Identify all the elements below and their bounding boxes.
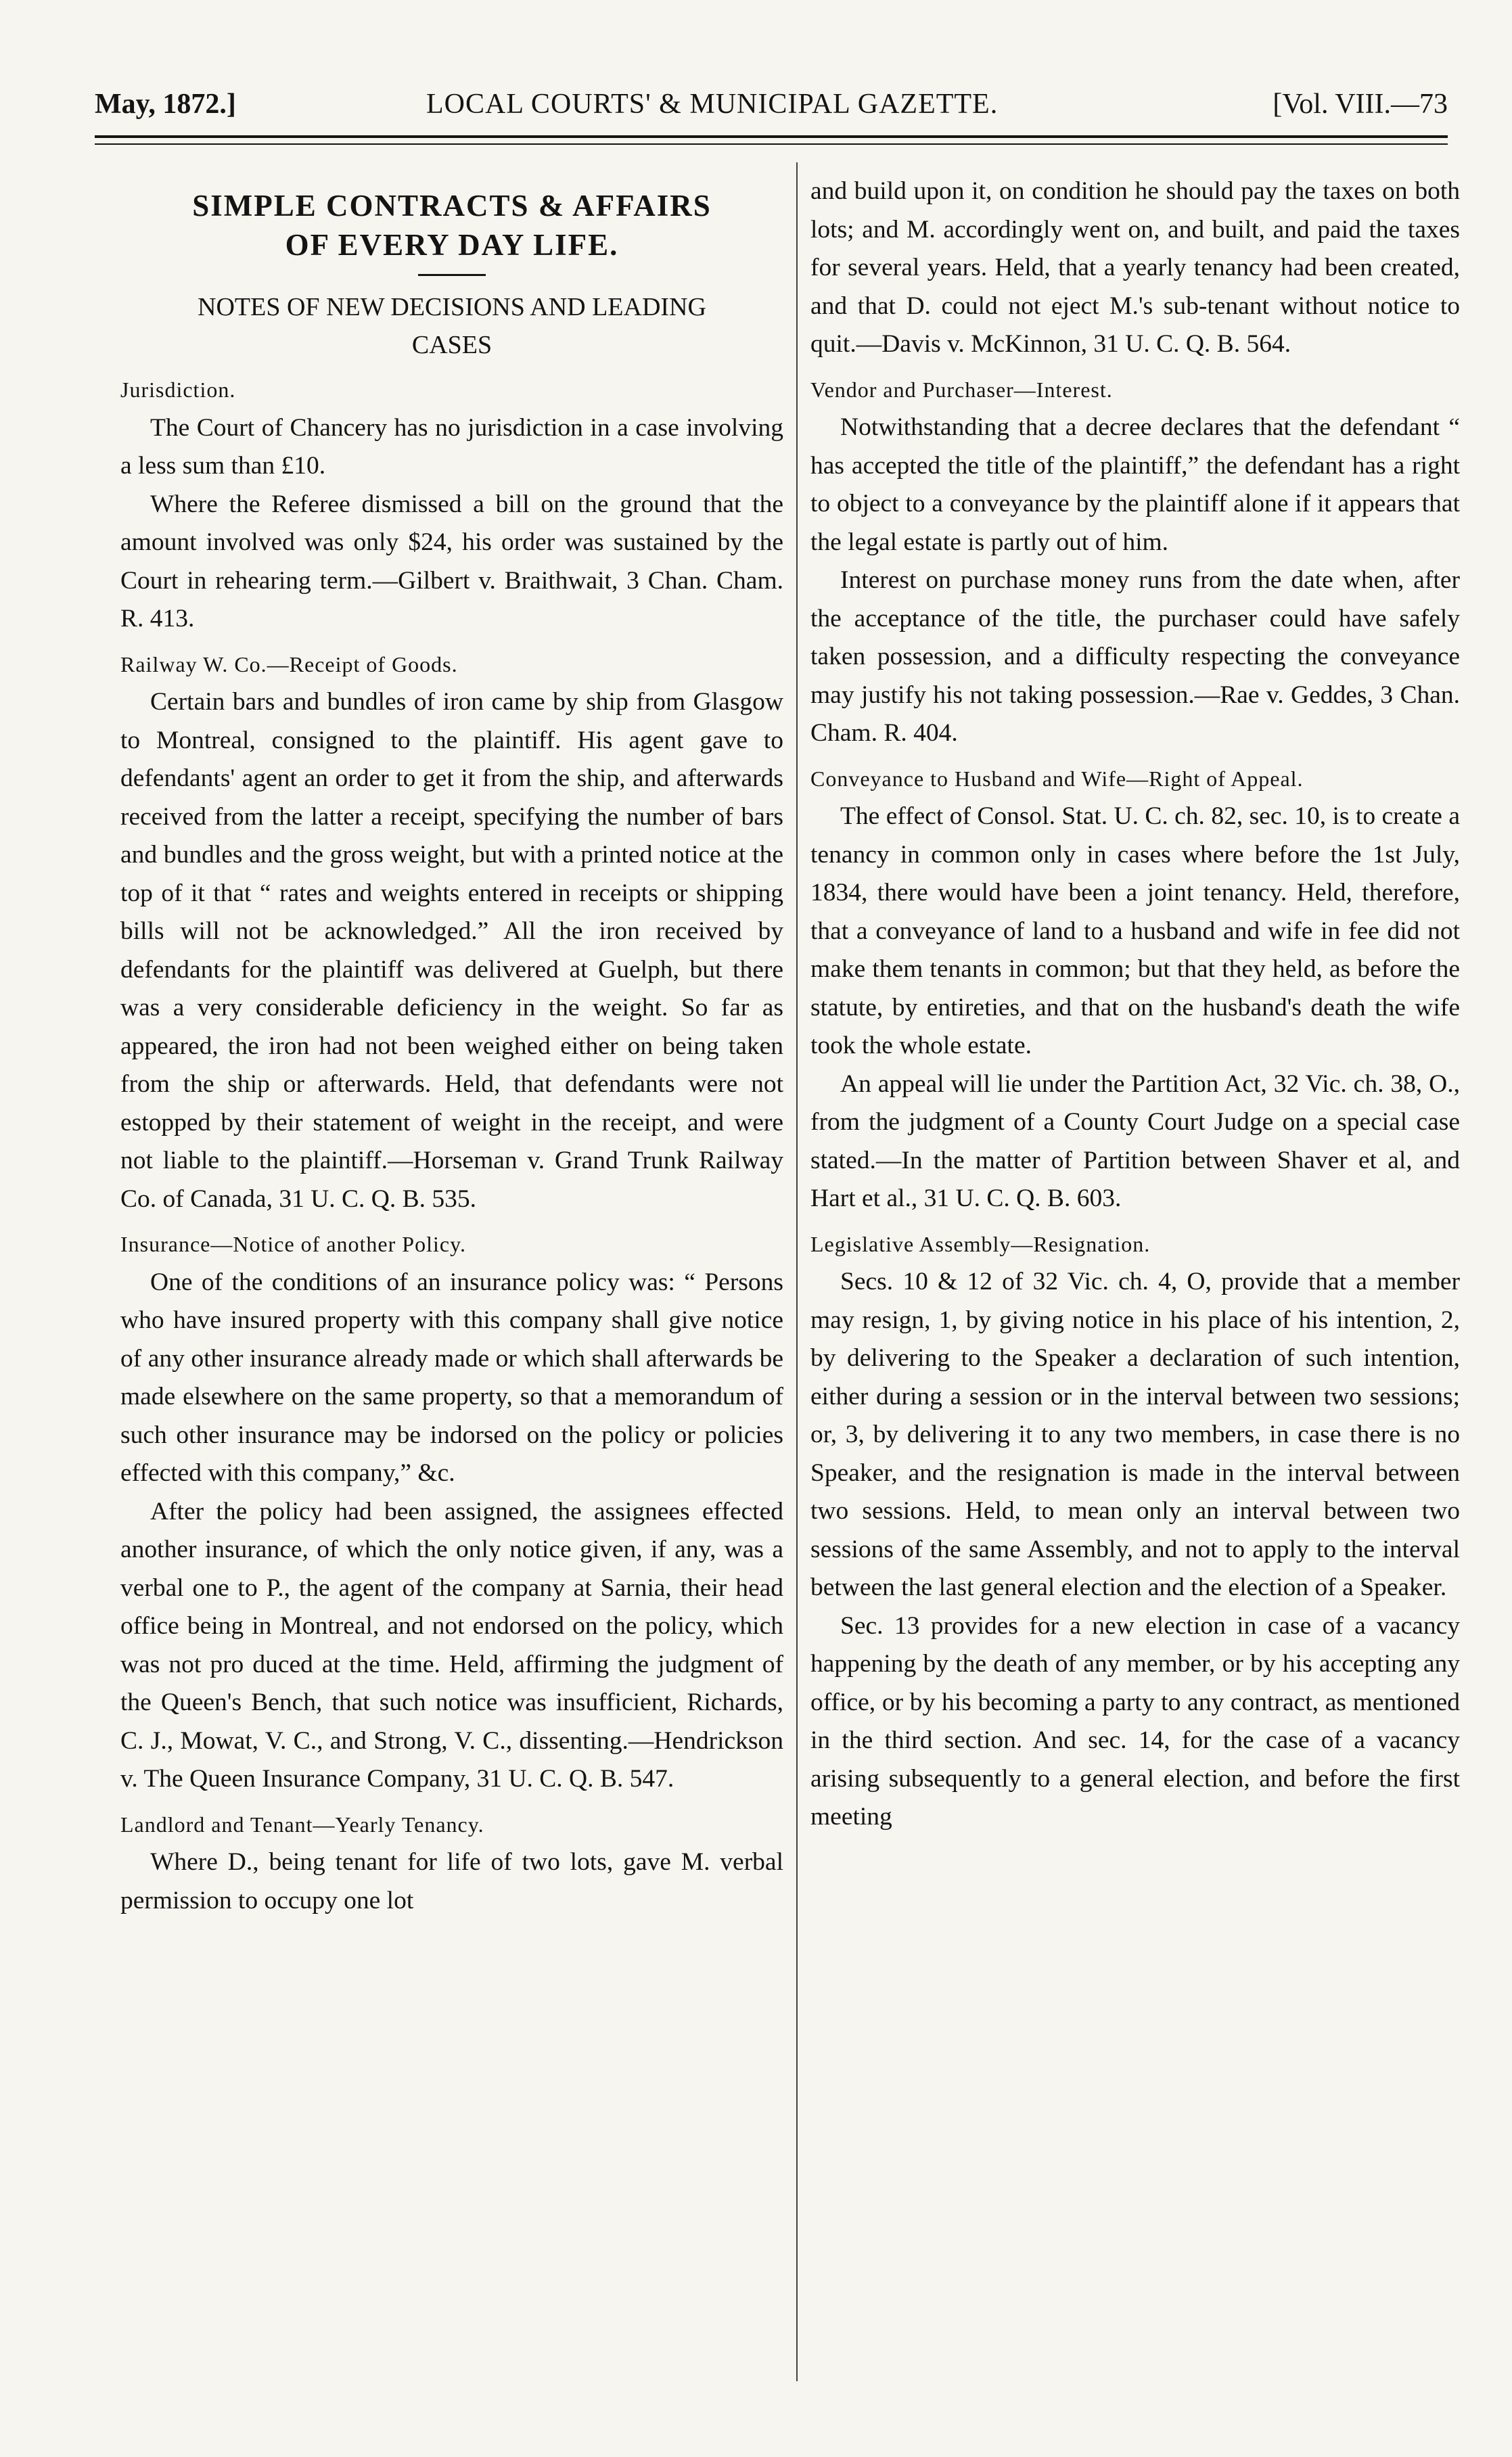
paragraph-landlord-continued: and build upon it, on condition he should pay the taxes on both lots; and M. accordingly went on, and built, and paid the taxes for several years. Held, that a yearly tenancy had been created, and that D. could not eject M.'s sub-tenant without notice to quit.—Davis v. McKinnon, 31 U. C. Q. B. 564. — [810, 177, 1460, 358]
heading-insurance: Insurance—Notice of another Policy. — [120, 1232, 466, 1256]
title-rule — [418, 274, 486, 276]
paragraph-legislative-2: Sec. 13 provides for a new election in case of a vacancy happening by the death of any member, or by his accepting any office, or by his becoming a party to any contract, as mentioned in the third section. And sec. 14, for the case of a vacancy arising subsequently to a general election, and before the first meeting — [810, 1611, 1460, 1831]
header-rule-thick — [95, 135, 1448, 138]
right-column — [810, 173, 1460, 1837]
paragraph-legislative-1: Secs. 10 & 12 of 32 Vic. ch. 4, O, provide that a member may resign, 1, by giving notice in his place of his intention, 2, by delivering to the Speaker a declaration of such intention, either during a session or in the interval between two sessions; or, 3, by delivering it to any two members, in case there is no Speaker, and the resignation is made in the interval between two sessions. Held, to mean only an interval between two sessions of the same Assembly, and not to apply to the interval between the last general election and the election of a Speaker. — [810, 1268, 1460, 1601]
heading-vendor: Vendor and Purchaser—Interest. — [810, 377, 1113, 402]
heading-jurisdiction: Jurisdiction. — [120, 377, 236, 402]
paragraph-landlord: Where D., being tenant for life of two lots, gave M. verbal permission to occupy one lot — [120, 1848, 783, 1914]
paragraph-vendor-2: Interest on purchase money runs from the date when, after the acceptance of the title, the purchaser could have safely taken possession, and a difficulty respecting the conveyance may justify his not taking possession.—Rae v. Geddes, 3 Chan. Cham. R. 404. — [810, 566, 1460, 747]
heading-legislative: Legislative Assembly—Resignation. — [810, 1231, 1151, 1256]
paragraph-jurisdiction-2: Where the Referee dismissed a bill on the ground that the amount involved was only $24, his order was sustained by the Court in rehearing term.—Gilbert v. Braithwait, 3 Chan. Cham. R. 413. — [120, 490, 783, 633]
left-column — [120, 173, 783, 1920]
paragraph-insurance-1: One of the conditions of an insurance policy was: “ Persons who have insured property with this company shall give notice of any other insurance already made or which shall afterwards be made elsewhere on the same property, so that a memorandum of such other insurance may be indorsed on the policy or policies effected with this company,” &c. — [120, 1268, 783, 1487]
paragraph-jurisdiction-1: The Court of Chancery has no jurisdiction in a case involving a less sum than £10. — [120, 413, 783, 480]
paragraph-conveyance-1: The effect of Consol. Stat. U. C. ch. 82, sec. 10, is to create a tenancy in common only in cases where before the 1st July, 1834, there would have been a joint tenancy. Held, therefore, that a conveyance of land to a husband and wife in fee did not make them tenants in common; but that they held, as before the statute, by entireties, and that on the husband's death the wife took the whole estate. — [810, 802, 1460, 1059]
page-header — [95, 88, 1448, 129]
column-divider — [796, 162, 798, 2381]
paragraph-insurance-2: After the policy had been assigned, the assignees effected another insurance, of which the only notice given, if any, was a verbal one to P., the agent of the company at Sarnia, their head office being in Montreal, and not endorsed on the policy, which was not pro duced at the time. Held, affirming the judgment of the Queen's Bench, that such notice was insufficient, Richards, C. J., Mowat, V. C., and Strong, V. C., dissenting.—Hendrickson v. The Queen Insurance Company, 31 U. C. Q. B. 547. — [120, 1497, 783, 1793]
header-title: LOCAL COURTS' & MUNICIPAL GAZETTE. — [426, 89, 999, 120]
paragraph-vendor-1: Notwithstanding that a decree declares that the defendant “ has accepted the title of the plaintiff,” the defendant has a right to object to a conveyance by the plaintiff alone if it appears that the legal estate is partly out of him. — [810, 413, 1460, 556]
header-rule-thin — [95, 143, 1448, 145]
section-title-line1: SIMPLE CONTRACTS & AFFAIRS — [192, 189, 712, 223]
paragraph-conveyance-2: An appeal will lie under the Partition Act, 32 Vic. ch. 38, O., from the judgment of a County Court Judge on a special case stated.—In the matter of Partition between Shaver et al, and Hart et al., 31 U. C. Q. B. 603. — [810, 1070, 1460, 1212]
section-title-line2: OF EVERY DAY LIFE. — [285, 228, 619, 262]
paragraph-railway: Certain bars and bundles of iron came by ship from Glasgow to Montreal, consigned to the plaintiff. His agent gave to defendants' agent an order to get it from the ship, and afterwards received from the latter a receipt, specifying the number of bars and bundles and the gross weight, but with a printed notice at the top of it that “ rates and weights entered in receipts or shipping bills will not be acknowledged.” All the iron received by defendants for the plaintiff was delivered at Guelph, but there was a very considerable deficiency in the weight. So far as appeared, the iron had not been weighed either on being taken from the ship or afterwards. Held, that defendants were not estopped by their statement of weight in the receipt, and were not liable to the plaintiff.—Horseman v. Grand Trunk Railway Co. of Canada, 31 U. C. Q. B. 535. — [120, 688, 783, 1213]
heading-conveyance: Conveyance to Husband and Wife—Right of Appeal. — [810, 766, 1304, 791]
subtitle-line1: NOTES OF NEW DECISIONS AND LEADING — [198, 293, 706, 321]
section-title — [120, 186, 783, 265]
section-subtitle — [120, 288, 783, 364]
header-volume: [Vol. VIII.—73 — [1273, 89, 1448, 120]
header-date: May, 1872.] — [95, 89, 236, 120]
heading-landlord: Landlord and Tenant—Yearly Tenancy. — [120, 1812, 484, 1837]
heading-railway: Railway W. Co.—Receipt of Goods. — [120, 651, 458, 676]
subtitle-line2: CASES — [411, 331, 492, 359]
